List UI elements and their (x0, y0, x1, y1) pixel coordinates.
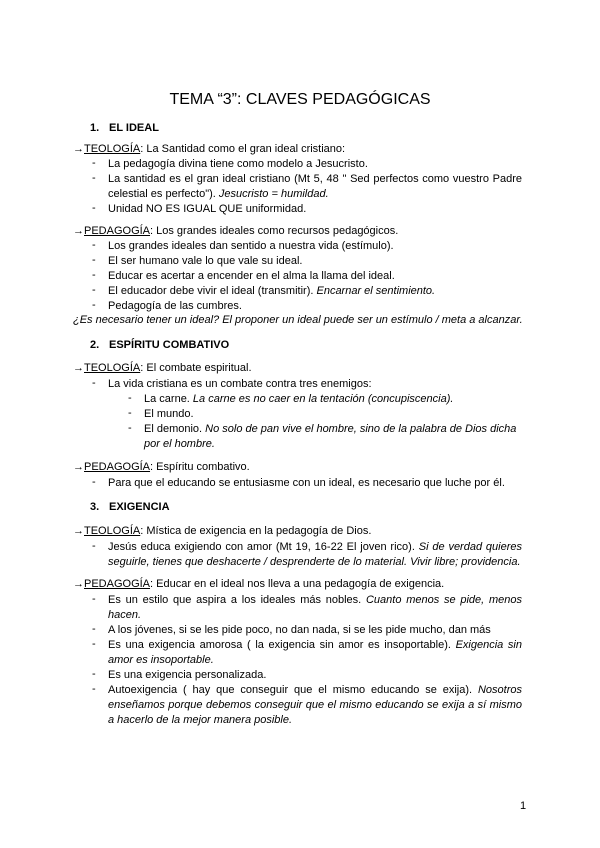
item-italic-text: No solo de pan vive el hombre, sino de la palabra de Dios dicha por el hombre. (144, 423, 517, 450)
item-italic-text: Exigencia sin amor es insoportable. (108, 639, 522, 666)
block-intro-text: : Mística de exigencia en la pedagogía de Dios. (140, 525, 372, 537)
item-text: Es un estilo que aspira a los ideales más nobles. (108, 594, 366, 606)
item-italic-text: Nosotros enseñamos porque debemos conseguir que el mismo educando se exija a sí mismo a hacerlo de la mejor manera posible. (108, 684, 522, 726)
dash-bullet: - (92, 202, 96, 214)
dash-bullet: - (92, 254, 96, 266)
section-heading-exigencia (90, 501, 170, 513)
block-intro-text: : El combate espiritual. (140, 362, 252, 374)
page-title: TEMA “3”: CLAVES PEDAGÓGICAS (169, 91, 431, 108)
arrow-icon: → (73, 525, 84, 537)
dash-bullet: - (92, 157, 96, 169)
dash-bullet: - (92, 299, 96, 311)
block-intro-pedagogia (73, 578, 444, 590)
dash-bullet: - (92, 638, 96, 650)
block-intro-text: : Los grandes ideales como recursos pedagógicos. (150, 225, 399, 237)
block-label: TEOLOGÍA (84, 362, 141, 374)
block-intro-text: : Espíritu combativo. (150, 461, 250, 473)
item-italic-text: Jesucristo = humildad. (218, 188, 329, 200)
item-text: La santidad es el gran ideal cristiano (Mt 5, 48 " Sed perfectos como vuestro Padre celestial es perfecto"). (108, 173, 522, 200)
dash-bullet: - (92, 668, 96, 680)
section-heading-ideal (90, 122, 159, 134)
dash-bullet: - (92, 377, 96, 389)
dash-bullet: - (128, 407, 132, 419)
item-italic-text: La carne es no caer en la tentación (concupiscencia). (192, 393, 454, 405)
item-italic-text: Encarnar el sentimiento. (316, 285, 436, 297)
dash-bullet: - (92, 284, 96, 296)
block-label: PEDAGOGÍA (84, 461, 151, 473)
section-heading-espiritu-combativo (90, 339, 229, 351)
section-note: ¿Es necesario tener un ideal? El proponer un ideal puede ser un estímulo / meta a alcanzar. (73, 314, 523, 326)
item-text: La carne. (144, 393, 193, 405)
item-text: Los grandes ideales dan sentido a nuestra vida (estímulo). (108, 240, 394, 252)
dash-bullet: - (128, 392, 132, 404)
item-text: Unidad NO ES IGUAL QUE uniformidad. (108, 203, 307, 215)
section-number: 3. (90, 501, 100, 513)
dash-bullet: - (92, 683, 96, 695)
dash-bullet: - (92, 476, 96, 488)
block-intro-text: : Educar en el ideal nos lleva a una pedagogía de exigencia. (150, 578, 445, 590)
item-text: La vida cristiana es un combate contra tres enemigos: (108, 378, 372, 390)
dash-bullet: - (92, 172, 96, 184)
section-title: ESPÍRITU COMBATIVO (109, 339, 230, 351)
arrow-icon: → (73, 461, 84, 473)
block-label: PEDAGOGÍA (84, 578, 151, 590)
dash-bullet: - (128, 422, 132, 434)
item-text: Pedagogía de las cumbres. (108, 300, 242, 312)
item-text: El demonio. (144, 423, 206, 435)
item-text: Autoexigencia ( hay que conseguir que el mismo educando se exija). (108, 684, 478, 696)
item-text: Jesús educa exigiendo con amor (Mt 19, 16-22 El joven rico). (108, 541, 419, 553)
block-intro-teologia (73, 362, 252, 374)
item-text: Para que el educando se entusiasme con un ideal, es necesario que luche por él. (108, 477, 505, 489)
block-label: TEOLOGÍA (84, 525, 141, 537)
section-title: EL IDEAL (109, 122, 159, 134)
item-italic-text: Si de verdad quieres seguirle, tienes que deshacerte / desprenderte de lo material. Vivir libre; providencia. (108, 541, 522, 568)
block-intro-text: : La Santidad como el gran ideal cristiano: (140, 143, 346, 155)
item-text: Es una exigencia personalizada. (108, 669, 267, 681)
arrow-icon: → (73, 143, 84, 155)
item-text: El mundo. (144, 408, 194, 420)
block-intro-teologia (73, 143, 345, 155)
item-italic-text: Cuanto menos se pide, menos hacen. (108, 594, 522, 621)
section-number: 1. (90, 122, 100, 134)
arrow-icon: → (73, 225, 84, 237)
block-intro-pedagogia (73, 225, 398, 237)
dash-bullet: - (92, 239, 96, 251)
page-number: 1 (520, 800, 527, 812)
section-number: 2. (90, 339, 100, 351)
item-text: Educar es acertar a encender en el alma la llama del ideal. (108, 270, 395, 282)
block-label: PEDAGOGÍA (84, 225, 151, 237)
item-text: Es una exigencia amorosa ( la exigencia sin amor es insoportable). (108, 639, 456, 651)
arrow-icon: → (73, 362, 84, 374)
dash-bullet: - (92, 593, 96, 605)
dash-bullet: - (92, 540, 96, 552)
block-intro-pedagogia (73, 461, 250, 473)
item-text: La pedagogía divina tiene como modelo a Jesucristo. (108, 158, 368, 170)
dash-bullet: - (92, 623, 96, 635)
block-intro-teologia (73, 525, 371, 537)
section-title: EXIGENCIA (109, 501, 170, 513)
dash-bullet: - (92, 269, 96, 281)
item-text: A los jóvenes, si se les pide poco, no dan nada, si se les pide mucho, dan más (108, 624, 491, 636)
arrow-icon: → (73, 578, 84, 590)
item-text: El educador debe vivir el ideal (transmitir). (108, 285, 317, 297)
block-label: TEOLOGÍA (84, 143, 141, 155)
item-text: El ser humano vale lo que vale su ideal. (108, 255, 303, 267)
